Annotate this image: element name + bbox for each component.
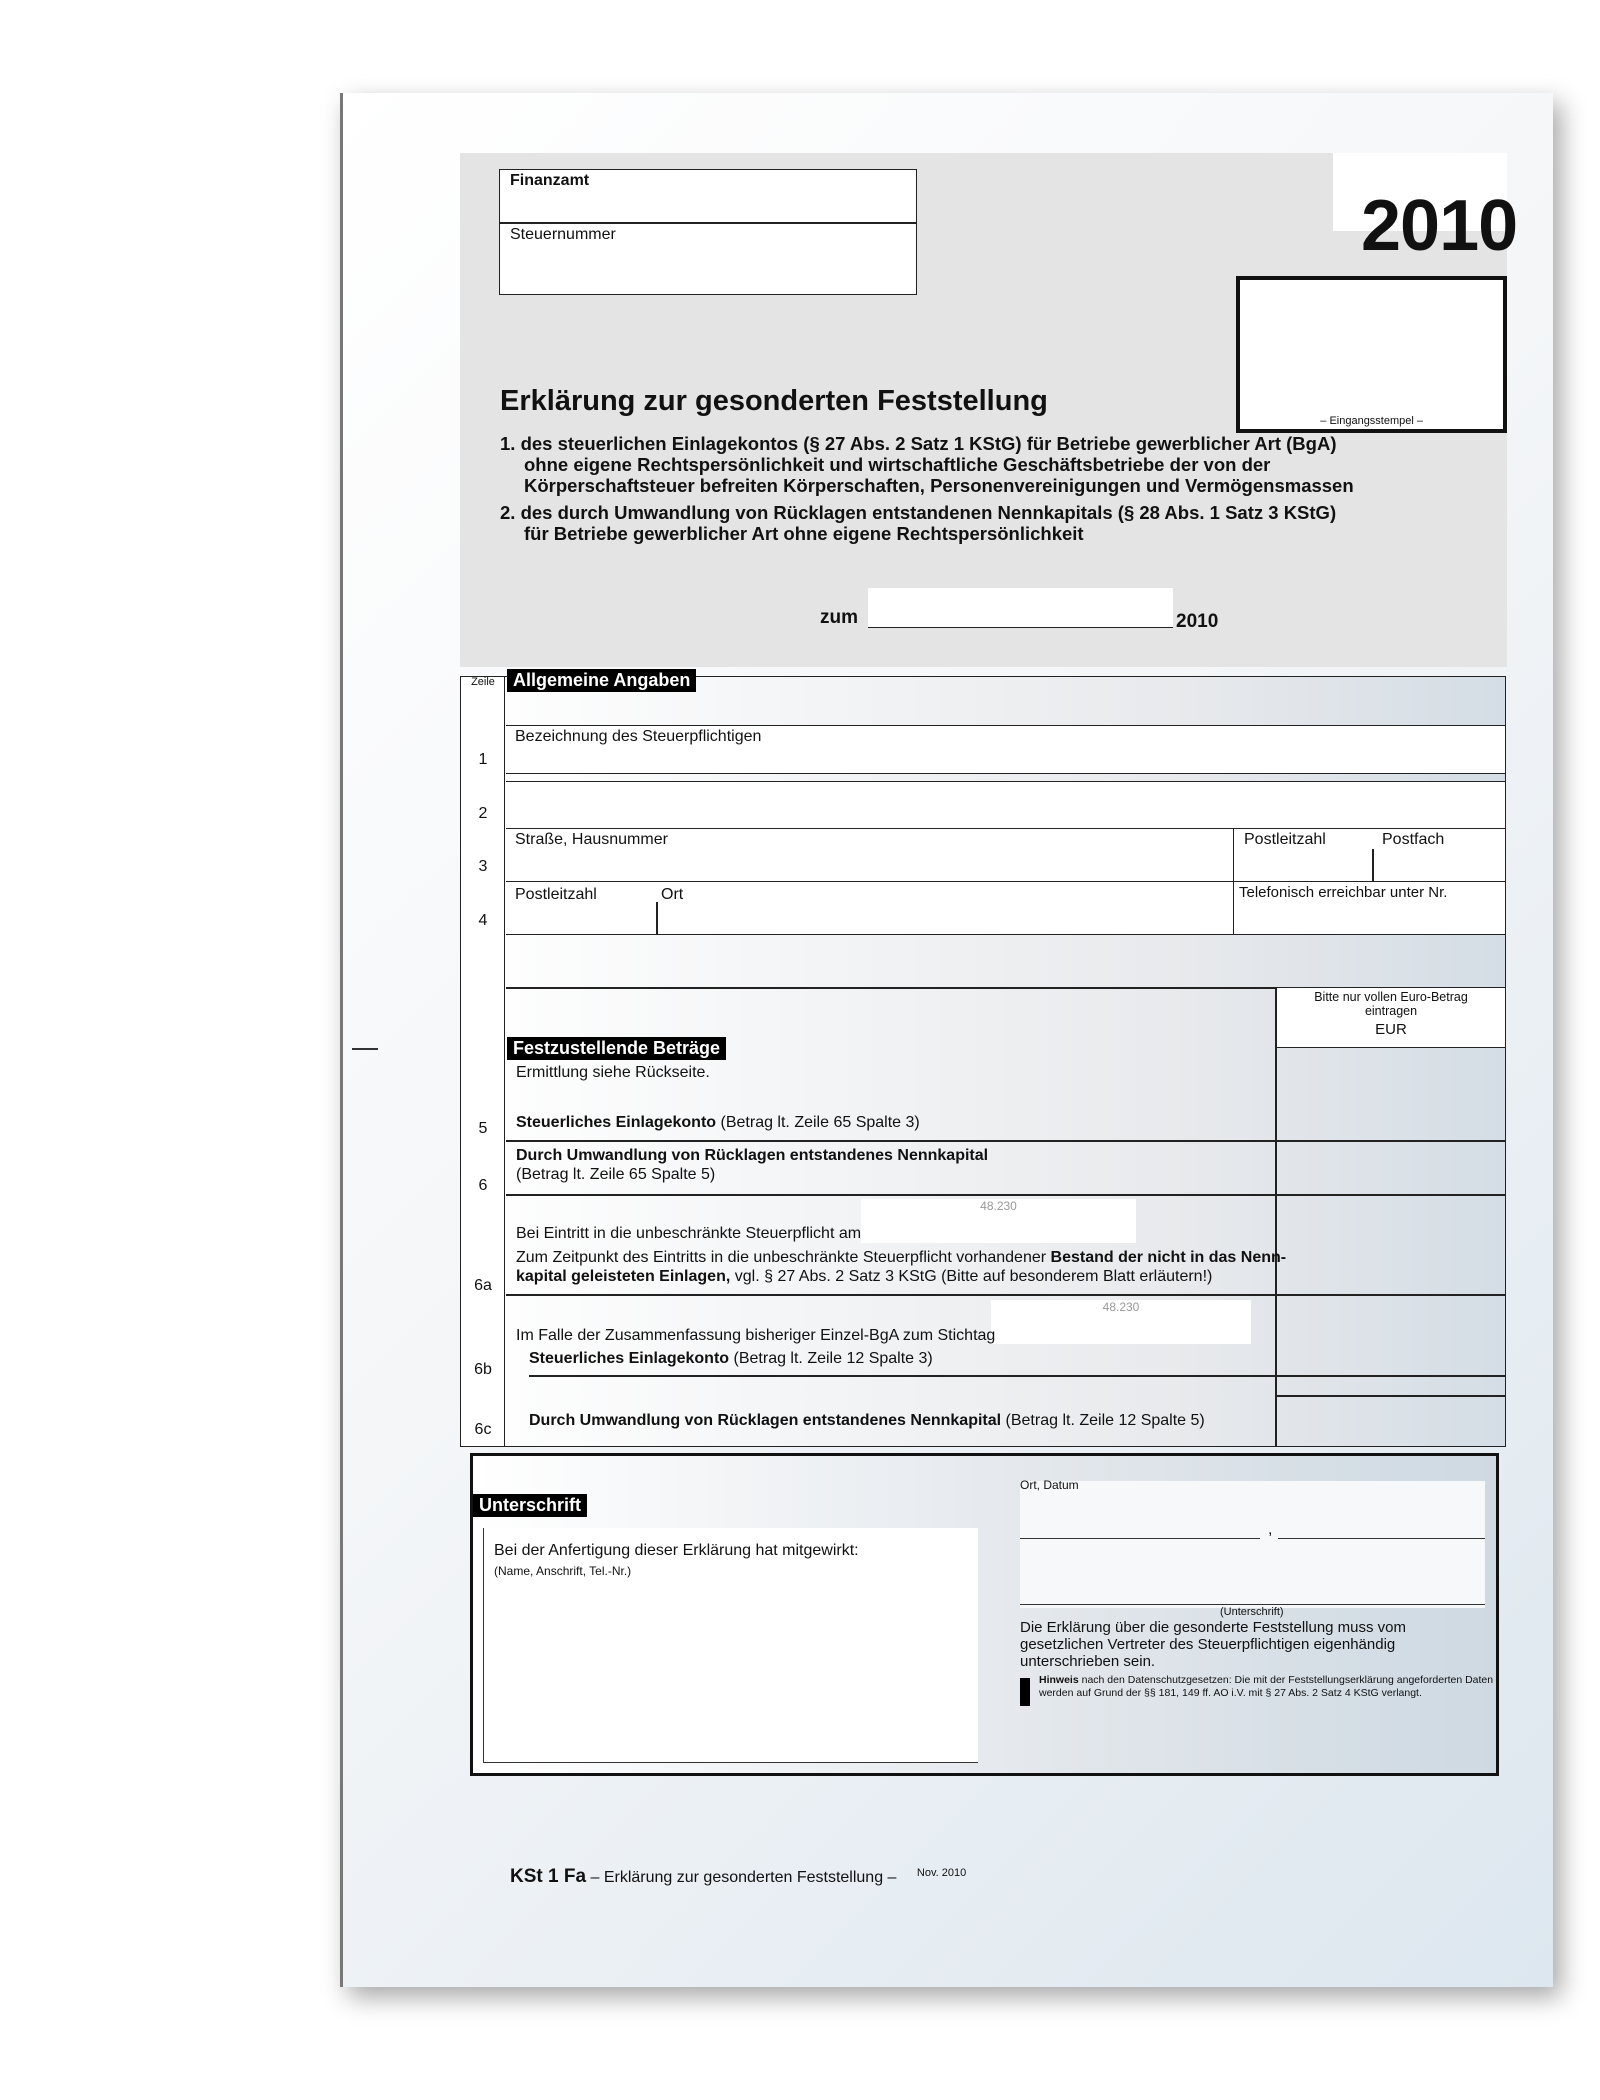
row5-ref: (Betrag lt. Zeile 65 Spalte 3): [720, 1114, 920, 1131]
declaration-items: [500, 433, 1360, 550]
item-1: 1. des steuerlichen Einlagekontos (§ 27 Abs. 2 Satz 1 KStG) für Betriebe gewerblicher Art (BgA) ohne eigene Rechtspersönlichkeit und wirtschaftliche Geschäftsbetriebe der von der Körperschaftsteuer befreiten Körperschaften, Personenvereinigungen und Vermögensmassen: [500, 433, 1354, 496]
row-number: 1: [478, 751, 488, 768]
row6b-label: Steuerliches Einlagekonto: [529, 1350, 730, 1367]
row6c-label: Durch Umwandlung von Rücklagen entstandenes Nennkapital: [529, 1412, 1002, 1429]
mitgewirkt-label: Bei der Anfertigung dieser Erklärung hat mitgewirkt:: [494, 1542, 859, 1559]
signature-note: Die Erklärung über die gesonderte Feststellung muss vom gesetzlichen Vertreter des Steuerpflichtigen eigenhändig unterschrieben sein.: [1020, 1619, 1407, 1670]
eur-row5-input[interactable]: [1277, 1049, 1505, 1140]
row-number: 4: [478, 912, 488, 929]
form-table: [460, 670, 1506, 1447]
ort-label: Ort: [661, 886, 684, 903]
section-unterschrift: Unterschrift: [473, 1494, 587, 1517]
eur-row6-input[interactable]: [1277, 1142, 1505, 1194]
row6-label: Durch Umwandlung von Rücklagen entstandenes Nennkapital: [516, 1147, 989, 1164]
form-year: 2010: [1361, 186, 1518, 266]
ort-datum-area: [1020, 1478, 1485, 1618]
zum-date-input[interactable]: [868, 588, 1173, 628]
mitgewirkt-sublabel: (Name, Anschrift, Tel.-Nr.): [494, 1564, 632, 1578]
finanzamt-label: Finanzamt: [510, 172, 590, 189]
eur-row6a-input[interactable]: [1277, 1196, 1505, 1294]
row-number: 6: [478, 1177, 488, 1194]
section-festzustellende-betraege: Festzustellende Beträge: [507, 1037, 726, 1060]
row5-label: Steuerliches Einlagekonto: [516, 1114, 717, 1131]
footer-date: Nov. 2010: [916, 1867, 967, 1879]
eingangsstempel-box: [1236, 276, 1507, 433]
unterschrift-label: (Unterschrift): [1220, 1606, 1284, 1618]
postfach-label: Postfach: [1382, 831, 1445, 848]
mitgewirkt-input[interactable]: [483, 1528, 978, 1763]
row-number: 5: [478, 1120, 488, 1137]
steuernummer-input[interactable]: [499, 243, 917, 293]
plz-ort-input[interactable]: [506, 882, 1233, 935]
form-title: Erklärung zur gesonderten Feststellung: [500, 385, 1048, 417]
stamp-label: – Eingangsstempel –: [1320, 415, 1423, 427]
strasse-input[interactable]: [506, 829, 1233, 882]
bezeichnung-line2-input[interactable]: [506, 781, 1505, 829]
eintritt-placeholder: 48.230: [980, 1199, 1017, 1213]
form-page: [340, 93, 1553, 1987]
signature-section: [470, 1453, 1499, 1776]
postleitzahl-postfach-input[interactable]: [1233, 829, 1505, 882]
form-code: KSt 1 Fa: [510, 1866, 587, 1887]
footer: [510, 1866, 966, 1888]
eur-row6c-input[interactable]: [1277, 1397, 1505, 1447]
unterschrift-input[interactable]: [1020, 1543, 1485, 1605]
zeile-column: [461, 677, 505, 1446]
row6-ref: (Betrag lt. Zeile 65 Spalte 5): [516, 1166, 716, 1183]
eur-note: Bitte nur vollen Euro-Betrag eintragen: [1314, 990, 1468, 1018]
section-allgemeine-angaben: Allgemeine Angaben: [507, 669, 696, 692]
row-number: 6b: [474, 1361, 492, 1378]
ort-input[interactable]: [1020, 1495, 1260, 1539]
item-2: 2. des durch Umwandlung von Rücklagen entstandenen Nennkapitals (§ 28 Abs. 1 Satz 3 KStG) für Betriebe gewerblicher Art ohne eigene Rechtspersönlichkeit: [500, 502, 1337, 544]
hinweis-bold: Hinweis: [1039, 1674, 1079, 1686]
hinweis-text: [1039, 1674, 1499, 1700]
row-number: 6a: [474, 1277, 492, 1294]
row6a-line2-bold: Bestand der nicht in das Nenn-: [1050, 1249, 1287, 1266]
hinweis-marker: [1020, 1678, 1030, 1706]
row6a-line3: vgl. § 27 Abs. 2 Satz 3 KStG (Bitte auf besonderem Blatt erläutern!): [734, 1268, 1213, 1285]
stichtag-date-input[interactable]: [991, 1300, 1251, 1344]
bezeichnung-input[interactable]: [506, 725, 1505, 774]
eur-row6b-input[interactable]: [1277, 1296, 1505, 1375]
row6a-line3-bold: kapital geleisteten Einlagen,: [516, 1268, 731, 1285]
zum-year: 2010: [1176, 611, 1219, 632]
row-number: 2: [478, 805, 488, 822]
stichtag-placeholder: 48.230: [1102, 1300, 1140, 1314]
eur-header: [1277, 988, 1505, 1048]
plz-label: Postleitzahl: [1244, 831, 1326, 848]
telefon-input[interactable]: [1233, 882, 1505, 935]
zum-label: zum: [820, 607, 858, 628]
footer-title: – Erklärung zur gesonderten Feststellung –: [590, 1869, 897, 1886]
ermittlung-note: Ermittlung siehe Rückseite.: [516, 1064, 710, 1081]
datum-input[interactable]: [1278, 1495, 1485, 1539]
row6b-line1: Im Falle der Zusammenfassung bisheriger Einzel-BgA zum Stichtag: [516, 1327, 996, 1344]
eintritt-date-input[interactable]: [861, 1199, 1136, 1243]
fold-mark: [352, 1048, 378, 1050]
row6a-line2: Zum Zeitpunkt des Eintritts in die unbeschränkte Steuerpflicht vorhandener: [516, 1249, 1047, 1266]
hinweis-body: nach den Datenschutzgesetzen: Die mit der Feststellungserklärung angeforderten Daten werden auf Grund der §§ 181, 149 ff. AO i.V. mit § 27 Abs. 2 Satz 4 KStG verlangt.: [1039, 1674, 1494, 1699]
zeile-label: Zeile: [471, 676, 495, 688]
bezeichnung-label: Bezeichnung des Steuerpflichtigen: [515, 728, 762, 745]
finanzamt-input[interactable]: [499, 191, 917, 239]
ort-datum-label: Ort, Datum: [1020, 1478, 1079, 1492]
row6a-line1: Bei Eintritt in die unbeschränkte Steuerpflicht am: [516, 1225, 862, 1242]
row-number: 6c: [474, 1421, 492, 1438]
row6c-ref: (Betrag lt. Zeile 12 Spalte 5): [1005, 1412, 1205, 1429]
eur-label: EUR: [1375, 1021, 1407, 1038]
steuernummer-label: Steuernummer: [510, 226, 616, 243]
row6b-ref: (Betrag lt. Zeile 12 Spalte 3): [733, 1350, 933, 1367]
row-number: 3: [478, 858, 488, 875]
strasse-label: Straße, Hausnummer: [515, 831, 668, 848]
telefon-label: Telefonisch erreichbar unter Nr.: [1239, 884, 1448, 901]
plz2-label: Postleitzahl: [515, 886, 597, 903]
comma-separator: ,: [1268, 1521, 1273, 1538]
